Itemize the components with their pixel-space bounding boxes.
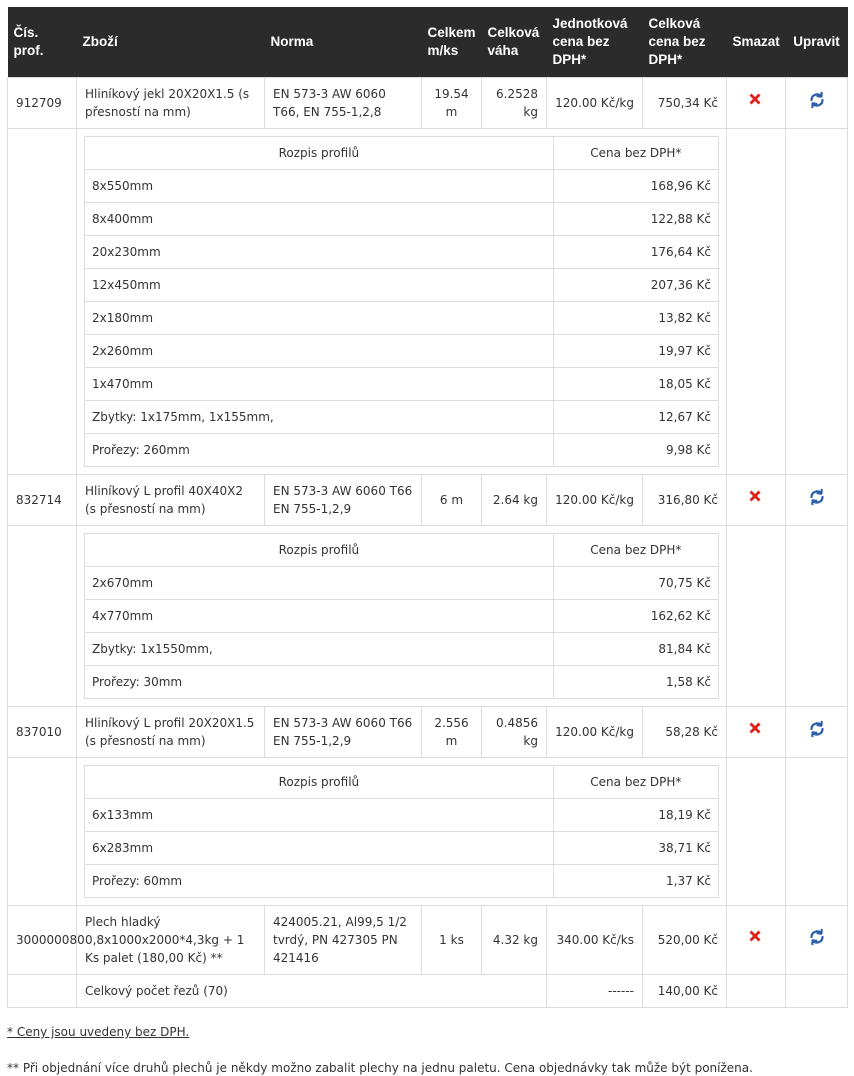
item-length: 2.556 m xyxy=(422,706,482,757)
table-row xyxy=(8,474,848,525)
cut-price: 38,71 Kč xyxy=(553,831,718,864)
edit-refresh-icon[interactable] xyxy=(808,91,826,109)
spacer-cell xyxy=(8,757,77,905)
cart-table xyxy=(7,7,848,1008)
cut-name: 6x133mm xyxy=(85,798,554,831)
cart-body xyxy=(8,77,848,1007)
cut-breakdown-row xyxy=(8,525,848,706)
cut-name: 1x470mm xyxy=(85,367,554,400)
cut-price: 9,98 Kč xyxy=(553,433,718,466)
item-norm: EN 573-3 AW 6060 T66 EN 755-1,2,9 xyxy=(265,474,422,525)
cut-header-row xyxy=(85,765,719,798)
cut-header-price: Cena bez DPH* xyxy=(553,533,718,566)
cut-name: 12x450mm xyxy=(85,268,554,301)
summary-dashes: ------ xyxy=(547,974,643,1007)
item-id: 300000080 xyxy=(8,905,77,974)
spacer-cell xyxy=(727,525,786,706)
item-weight: 4.32 kg xyxy=(482,905,547,974)
cut-row xyxy=(85,334,719,367)
cut-row xyxy=(85,268,719,301)
cut-breakdown-cell xyxy=(77,525,727,706)
header-delete: Smazat xyxy=(727,7,786,77)
item-weight: 2.64 kg xyxy=(482,474,547,525)
cut-name: 2x670mm xyxy=(85,566,554,599)
spacer-cell xyxy=(786,757,848,905)
summary-label: Celkový počet řezů (70) xyxy=(77,974,547,1007)
cut-row xyxy=(85,831,719,864)
item-product: Hliníkový jekl 20X20X1.5 (s přesností na mm) xyxy=(77,77,265,128)
cut-price: 168,96 Kč xyxy=(553,169,718,202)
cut-header-price: Cena bez DPH* xyxy=(553,765,718,798)
item-unit-price: 120.00 Kč/kg xyxy=(547,474,643,525)
edit-refresh-icon[interactable] xyxy=(808,928,826,946)
table-row xyxy=(8,77,848,128)
header-unit-price: Jednotková cena bez DPH* xyxy=(547,7,643,77)
item-length: 19.54 m xyxy=(422,77,482,128)
cut-row xyxy=(85,169,719,202)
spacer-cell xyxy=(786,974,848,1007)
cut-price: 176,64 Kč xyxy=(553,235,718,268)
cut-row xyxy=(85,235,719,268)
item-product: Hliníkový L profil 40X40X2 (s přesností na mm) xyxy=(77,474,265,525)
spacer-cell xyxy=(786,128,848,474)
cut-header-label: Rozpis profilů xyxy=(85,765,554,798)
header-weight: Celková váha xyxy=(482,7,547,77)
cut-row xyxy=(85,632,719,665)
edit-cell xyxy=(786,905,848,974)
table-row xyxy=(8,905,848,974)
cut-price: 1,58 Kč xyxy=(553,665,718,698)
header-norm: Norma xyxy=(265,7,422,77)
delete-cell xyxy=(727,905,786,974)
cut-price: 12,67 Kč xyxy=(553,400,718,433)
cut-row xyxy=(85,864,719,897)
item-norm: EN 573-3 AW 6060 T66, EN 755-1,2,8 xyxy=(265,77,422,128)
cut-price: 19,97 Kč xyxy=(553,334,718,367)
item-length: 1 ks xyxy=(422,905,482,974)
delete-icon[interactable] xyxy=(747,91,765,109)
edit-refresh-icon[interactable] xyxy=(808,488,826,506)
cut-header-row xyxy=(85,533,719,566)
cut-name: 20x230mm xyxy=(85,235,554,268)
header-total-length: Celkem m/ks xyxy=(422,7,482,77)
header-id: Čís. prof. xyxy=(8,7,77,77)
cut-price: 81,84 Kč xyxy=(553,632,718,665)
cut-breakdown-cell xyxy=(77,757,727,905)
footnote-palette: ** Při objednání více druhů plechů je někdy možno zabalit plechy na jednu paletu. Cena objednávky tak může být ponížena. xyxy=(7,1061,753,1075)
header-total-price: Celková cena bez DPH* xyxy=(643,7,727,77)
delete-cell xyxy=(727,706,786,757)
cut-price: 18,19 Kč xyxy=(553,798,718,831)
spacer-cell xyxy=(8,525,77,706)
cut-price: 207,36 Kč xyxy=(553,268,718,301)
item-id: 837010 xyxy=(8,706,77,757)
delete-icon[interactable] xyxy=(747,488,765,506)
cut-row xyxy=(85,665,719,698)
item-product: Hliníkový L profil 20X20X1.5 (s přesností na mm) xyxy=(77,706,265,757)
header-edit: Upravit xyxy=(786,7,848,77)
item-unit-price: 120.00 Kč/kg xyxy=(547,77,643,128)
footnote-prices: * Ceny jsou uvedeny bez DPH. xyxy=(7,1025,190,1039)
summary-row xyxy=(8,974,848,1007)
item-norm: EN 573-3 AW 6060 T66 EN 755-1,2,9 xyxy=(265,706,422,757)
cut-price: 122,88 Kč xyxy=(553,202,718,235)
cut-name: 8x550mm xyxy=(85,169,554,202)
item-id: 832714 xyxy=(8,474,77,525)
edit-cell xyxy=(786,77,848,128)
delete-icon[interactable] xyxy=(747,928,765,946)
spacer-cell xyxy=(8,974,77,1007)
header-product: Zboží xyxy=(77,7,265,77)
cut-header-row xyxy=(85,136,719,169)
edit-cell xyxy=(786,706,848,757)
cut-breakdown-table xyxy=(84,765,719,898)
delete-icon[interactable] xyxy=(747,720,765,738)
cut-name: 8x400mm xyxy=(85,202,554,235)
edit-refresh-icon[interactable] xyxy=(808,720,826,738)
item-unit-price: 120.00 Kč/kg xyxy=(547,706,643,757)
cut-row xyxy=(85,599,719,632)
item-length: 6 m xyxy=(422,474,482,525)
table-row xyxy=(8,706,848,757)
cut-price: 162,62 Kč xyxy=(553,599,718,632)
cut-breakdown-row xyxy=(8,757,848,905)
item-norm: 424005.21, Al99,5 1/2 tvrdý, PN 427305 PN 421416 xyxy=(265,905,422,974)
cut-price: 1,37 Kč xyxy=(553,864,718,897)
cut-breakdown-table xyxy=(84,533,719,699)
item-total-price: 58,28 Kč xyxy=(643,706,727,757)
cut-breakdown-table xyxy=(84,136,719,467)
cut-name: 6x283mm xyxy=(85,831,554,864)
item-total-price: 520,00 Kč xyxy=(643,905,727,974)
cut-name: Prořezy: 60mm xyxy=(85,864,554,897)
item-total-price: 316,80 Kč xyxy=(643,474,727,525)
cut-row xyxy=(85,301,719,334)
cut-header-price: Cena bez DPH* xyxy=(553,136,718,169)
cut-name: 2x180mm xyxy=(85,301,554,334)
item-id: 912709 xyxy=(8,77,77,128)
cut-name: Prořezy: 260mm xyxy=(85,433,554,466)
item-weight: 6.2528 kg xyxy=(482,77,547,128)
summary-total: 140,00 Kč xyxy=(643,974,727,1007)
spacer-cell xyxy=(727,757,786,905)
cut-name: Zbytky: 1x1550mm, xyxy=(85,632,554,665)
spacer-cell xyxy=(727,974,786,1007)
cut-row xyxy=(85,202,719,235)
cut-row xyxy=(85,798,719,831)
cut-header-label: Rozpis profilů xyxy=(85,533,554,566)
cut-name: Prořezy: 30mm xyxy=(85,665,554,698)
cut-row xyxy=(85,433,719,466)
cut-price: 18,05 Kč xyxy=(553,367,718,400)
table-header-row xyxy=(8,7,848,77)
cut-price: 13,82 Kč xyxy=(553,301,718,334)
delete-cell xyxy=(727,77,786,128)
item-weight: 0.4856 kg xyxy=(482,706,547,757)
item-unit-price: 340.00 Kč/ks xyxy=(547,905,643,974)
cut-row xyxy=(85,400,719,433)
cut-name: Zbytky: 1x175mm, 1x155mm, xyxy=(85,400,554,433)
item-total-price: 750,34 Kč xyxy=(643,77,727,128)
cut-breakdown-row xyxy=(8,128,848,474)
cut-row xyxy=(85,367,719,400)
cut-header-label: Rozpis profilů xyxy=(85,136,554,169)
cut-name: 2x260mm xyxy=(85,334,554,367)
edit-cell xyxy=(786,474,848,525)
delete-cell xyxy=(727,474,786,525)
cut-price: 70,75 Kč xyxy=(553,566,718,599)
spacer-cell xyxy=(727,128,786,474)
cut-row xyxy=(85,566,719,599)
cut-name: 4x770mm xyxy=(85,599,554,632)
item-product: Plech hladký 0,8x1000x2000*4,3kg + 1 Ks palet (180,00 Kč) ** xyxy=(77,905,265,974)
cut-breakdown-cell xyxy=(77,128,727,474)
spacer-cell xyxy=(8,128,77,474)
spacer-cell xyxy=(786,525,848,706)
